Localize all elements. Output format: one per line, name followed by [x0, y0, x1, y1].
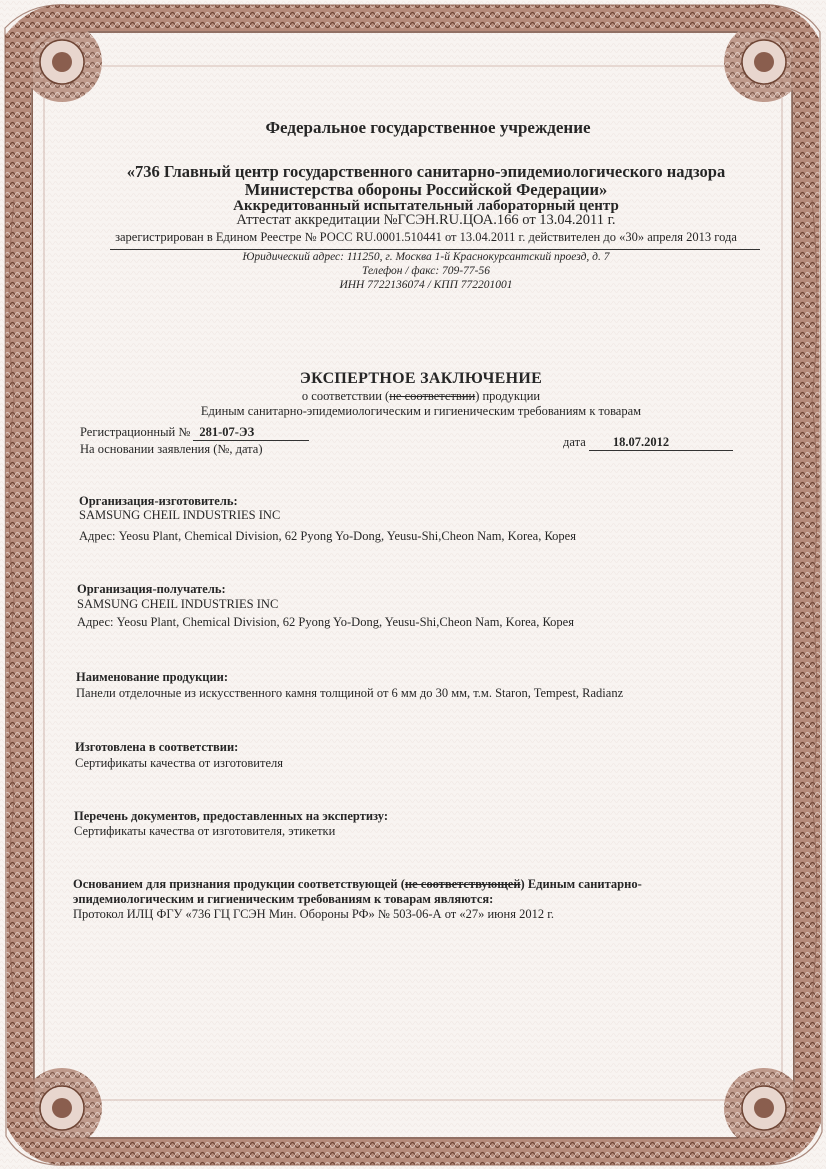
application-basis: На основании заявления (№, дата) — [80, 442, 263, 456]
document-title: ЭКСПЕРТНОЕ ЗАКЛЮЧЕНИЕ — [299, 370, 543, 387]
institution-name-line1: «736 Главный центр государственного санитарно-эпидемиологического надзора — [126, 162, 726, 181]
phone-fax: Телефон / факс: 709-77-56 — [362, 265, 490, 277]
grounds-label-line2: эпидемиологическим и гигиеническим требованиям к товарам являются: — [73, 892, 494, 906]
recipient-name: SAMSUNG CHEIL INDUSTRIES INC — [77, 597, 279, 611]
document-subtitle-line2: Единым санитарно-эпидемиологическим и гигиеническим требованиям к товарам — [200, 404, 642, 418]
made-in-accordance-value: Сертификаты качества от изготовителя — [75, 756, 283, 770]
documents-value: Сертификаты качества от изготовителя, этикетки — [74, 824, 336, 838]
grounds-value: Протокол ИЛЦ ФГУ «736 ГЦ ГСЭН Мин. Обороны РФ» № 503-06-А от «27» июня 2012 г. — [73, 907, 555, 921]
document-date: 18.07.2012 — [589, 435, 733, 451]
grounds-label-line1: Основанием для признания продукции соответствующей (не соответствующей) Единым санитарно- — [73, 877, 642, 891]
recipient-address: Адрес: Yeosu Plant, Chemical Division, 62 Pyong Yo-Dong, Yeusu-Shi,Cheon Nam, Korea, Корея — [77, 615, 574, 629]
legal-address: Юридический адрес: 111250, г. Москва 1-й Краснокурсантский проезд, д. 7 — [242, 251, 610, 263]
manufacturer-label: Организация-изготовитель: — [79, 494, 238, 508]
lab-center-line: Аккредитованный испытательный лабораторный центр — [233, 198, 619, 214]
institution-name-line2: Министерства обороны Российской Федерации» — [244, 180, 608, 199]
date-row: дата 18.07.2012 — [563, 435, 733, 451]
registration-number: 281-07-ЭЗ — [193, 425, 309, 441]
product-value: Панели отделочные из искусственного камня толщиной от 6 мм до 30 мм, т.м. Staron, Tempest, Radianz — [76, 686, 624, 700]
document-subtitle-line1: о соответствии (не соответствии) продукции — [301, 389, 541, 403]
manufacturer-name: SAMSUNG CHEIL INDUSTRIES INC — [79, 508, 281, 522]
registry-line: зарегистрирован в Едином Реестре № РОСС RU.0001.510441 от 13.04.2011 г. действителен до «30» апреля 2013 года — [115, 230, 737, 244]
accreditation-certificate: Аттестат аккредитации №ГСЭН.RU.ЦОА.166 от 13.04.2011 г. — [236, 212, 616, 228]
header-divider — [110, 249, 760, 250]
manufacturer-address: Адрес: Yeosu Plant, Chemical Division, 62 Pyong Yo-Dong, Yeusu-Shi,Cheon Nam, Korea, Корея — [79, 529, 576, 543]
inn-kpp: ИНН 7722136074 / КПП 772201001 — [339, 279, 513, 291]
documents-label: Перечень документов, предоставленных на экспертизу: — [74, 809, 389, 823]
registration-number-row: Регистрационный № 281-07-ЭЗ — [80, 425, 309, 441]
made-in-accordance-label: Изготовлена в соответствии: — [75, 740, 239, 754]
institution-type: Федеральное государственное учреждение — [265, 118, 591, 137]
recipient-label: Организация-получатель: — [77, 582, 226, 596]
product-label: Наименование продукции: — [76, 670, 229, 684]
